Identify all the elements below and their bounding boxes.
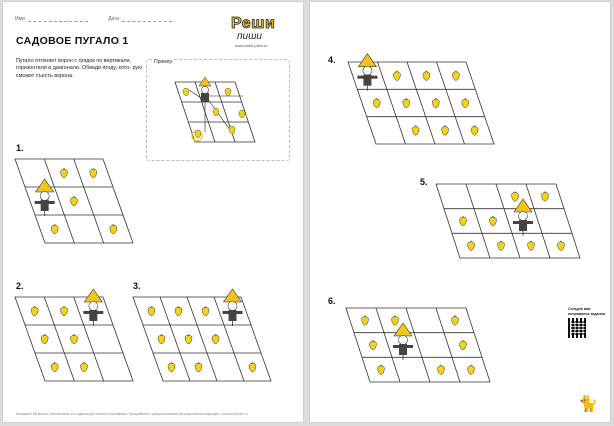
instructions: Пугало отгоняет ворон с грядок по вертикали, горизонтали и диагонали. Обведи ягоду, кото- рую сможет съесть ворона. [16,58,143,79]
berry-icon[interactable] [175,307,182,316]
footer-note: Внимание! Вы можете использовать эти задания для личного пользования. Копирование и распространение без разрешения запрещено. www.reshi-pishi.ru [16,412,248,416]
page-title: САДОВОЕ ПУГАЛО 1 [16,35,129,47]
puzzle-6-number: 6. [328,296,336,306]
scarecrow-icon [223,289,243,326]
berry-icon[interactable] [452,316,459,325]
worksheet-page-1 [3,2,303,422]
date-label: Дата [108,16,120,22]
berry-icon[interactable] [212,335,219,344]
puzzle-3-number: 3. [133,281,141,291]
puzzle-3-grid [3,2,303,422]
berry-icon[interactable] [195,363,202,372]
logo-bottom: пиши [237,31,262,42]
puzzle-1-number: 1. [16,143,24,153]
qr-code [568,318,588,338]
berry-icon[interactable] [168,363,175,372]
berry-icon[interactable] [202,307,209,316]
example-label: Пример [154,59,173,65]
berry-icon[interactable] [438,366,445,375]
puzzle-6-grid [310,2,610,422]
puzzle-4-number: 4. [328,55,336,65]
berry-icon[interactable] [362,316,369,325]
side-promo [568,307,606,338]
berry-icon[interactable] [370,341,377,350]
puzzle-5-number: 5. [420,177,428,187]
berry-icon[interactable] [392,316,399,325]
name-label: Имя [15,16,25,22]
logo-url: www.reshi-pishi.ru [235,43,268,48]
logo-top: Реши [231,15,276,32]
worksheet-page-2 [310,2,610,422]
berry-icon[interactable] [378,366,385,375]
puzzle-2-number: 2. [16,281,24,291]
cat-doodle-icon: 🐈 [578,396,598,413]
berry-icon[interactable] [148,307,155,316]
scarecrow-icon [393,323,413,360]
berry-icon[interactable] [460,341,467,350]
berry-icon[interactable] [468,366,475,375]
side-promo-text: Сегодня вам понравился задания [568,307,605,316]
berry-icon[interactable] [185,335,192,344]
berry-icon[interactable] [158,335,165,344]
berry-icon[interactable] [249,363,256,372]
